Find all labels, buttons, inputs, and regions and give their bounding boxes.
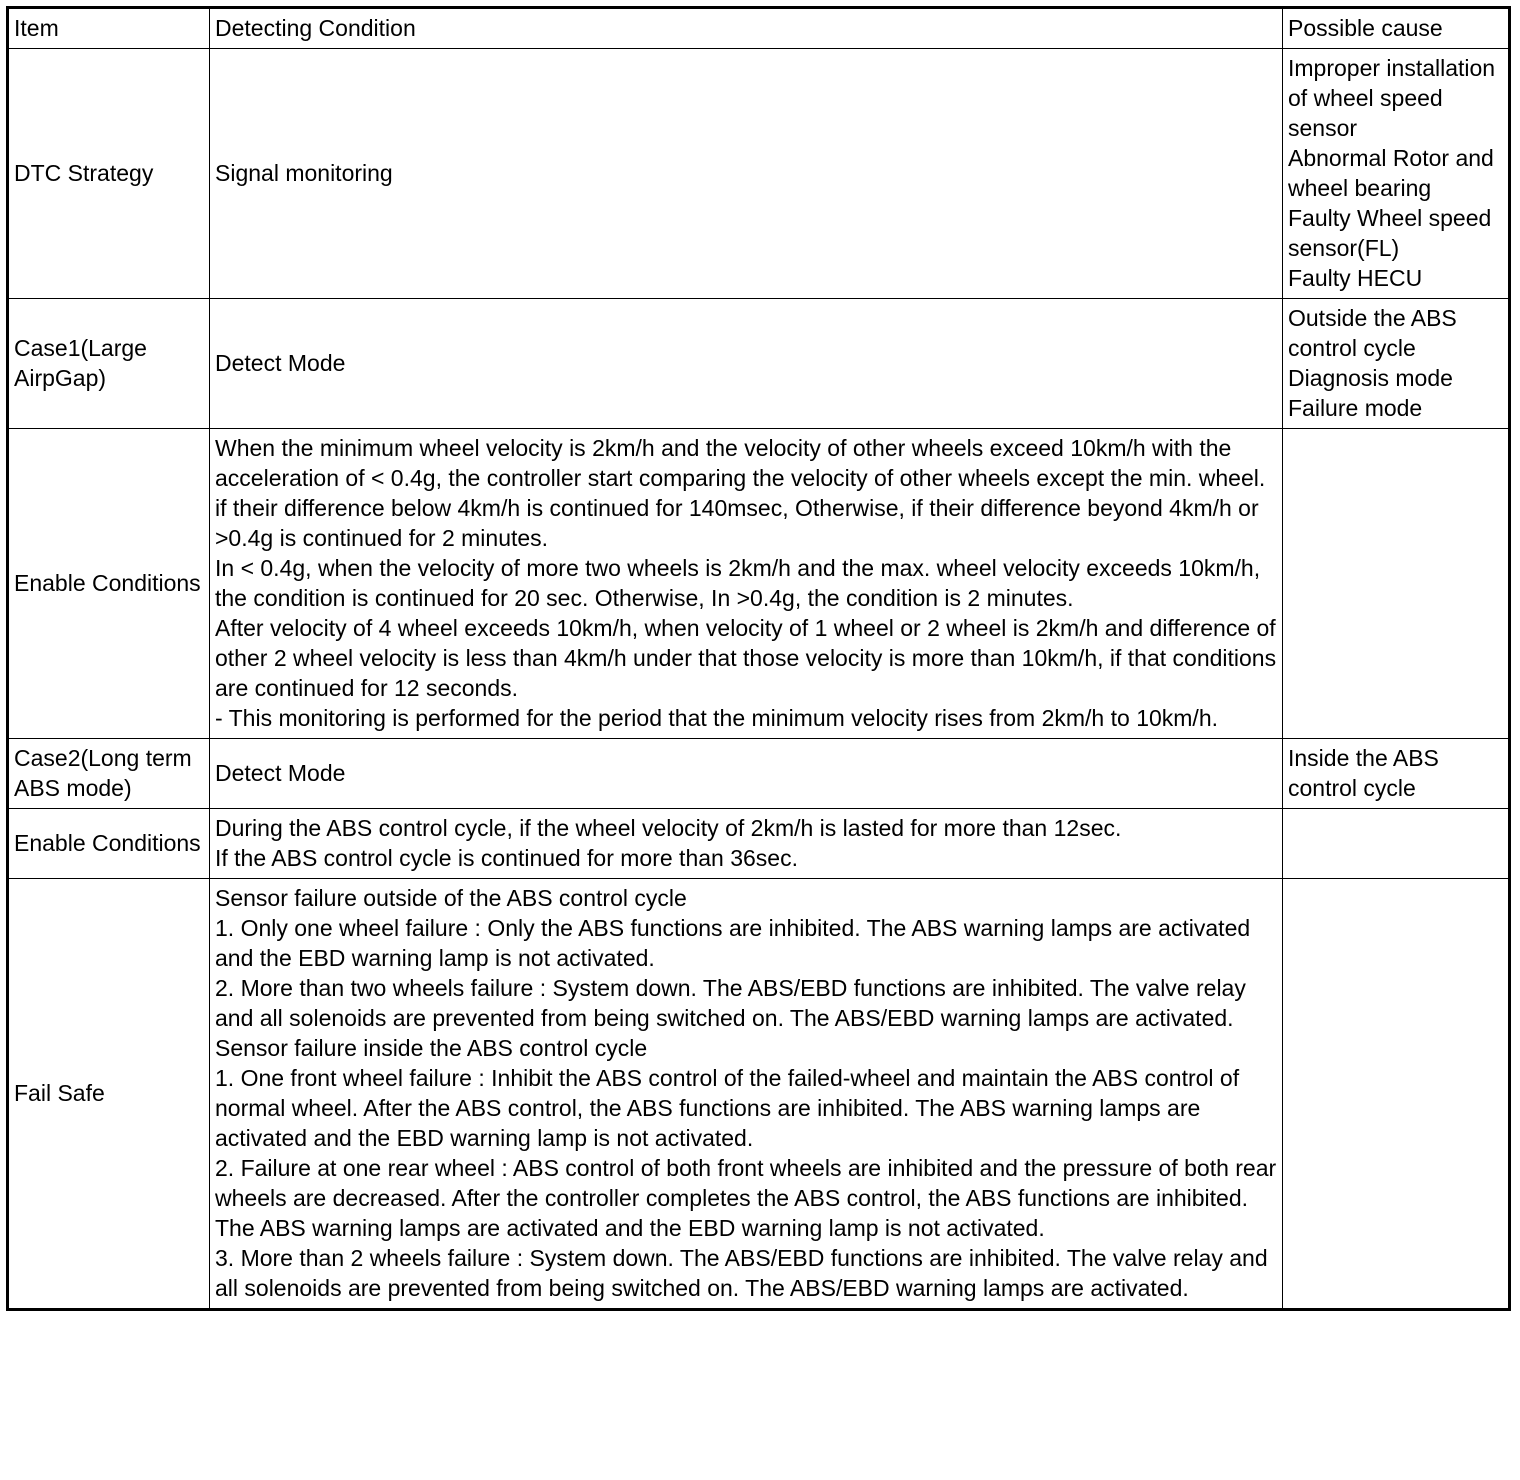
condition-text: 2. Failure at one rear wheel : ABS control of both front wheels are inhibited and the pressure of both rear wheels are decreased. After the controller completes the ABS control, the ABS functions are inhibited. The ABS warning lamps are activated and the EBD warning lamp is not activated. bbox=[215, 1155, 1277, 1241]
condition-text: Detect Mode bbox=[215, 760, 346, 786]
row-fail-safe bbox=[8, 879, 1510, 1310]
cell-item bbox=[8, 429, 210, 739]
condition-text: In < 0.4g, when the velocity of more two wheels is 2km/h and the max. wheel velocity exceeds 10km/h, the condition is continued for 20 sec. Otherwise, In >0.4g, the condition is 2 minutes. bbox=[215, 555, 1261, 611]
cell-item bbox=[8, 299, 210, 429]
header-condition: Detecting Condition bbox=[210, 8, 1283, 49]
item-text: Case2(Long term ABS mode) bbox=[14, 745, 192, 801]
cell-condition bbox=[210, 49, 1283, 299]
condition-text: When the minimum wheel velocity is 2km/h and the velocity of other wheels exceed 10km/h with the acceleration of < 0.4g, the controller start comparing the velocity of other wheels except the min. wheel. if their difference below 4km/h is continued for 140msec, Otherwise, if their difference beyond 4km/h or >0.4g is continued for 2 minutes. bbox=[215, 435, 1266, 551]
cell-cause bbox=[1283, 809, 1510, 879]
condition-text: - This monitoring is performed for the period that the minimum velocity rises from 2km/h to 10km/h. bbox=[215, 705, 1219, 731]
cell-cause bbox=[1283, 739, 1510, 809]
cause-text: Outside the ABS control cycle bbox=[1288, 305, 1457, 361]
cell-item bbox=[8, 739, 210, 809]
condition-text: Sensor failure outside of the ABS control cycle bbox=[215, 885, 687, 911]
condition-text: 1. One front wheel failure : Inhibit the ABS control of the failed-wheel and maintain the ABS control of normal wheel. After the ABS control, the ABS functions are inhibited. The ABS warning lamps are activated and the EBD warning lamp is not activated. bbox=[215, 1065, 1240, 1151]
header-row bbox=[8, 8, 1510, 49]
item-text: Fail Safe bbox=[14, 1080, 105, 1106]
cell-item bbox=[8, 809, 210, 879]
cell-item bbox=[8, 49, 210, 299]
condition-text: 1. Only one wheel failure : Only the ABS functions are inhibited. The ABS warning lamps are activated and the EBD warning lamp is not activated. bbox=[215, 915, 1251, 971]
condition-text: 3. More than 2 wheels failure : System down. The ABS/EBD functions are inhibited. The valve relay and all solenoids are prevented from being switched on. The ABS/EBD warning lamps are activated. bbox=[215, 1245, 1268, 1301]
dtc-table bbox=[6, 6, 1511, 1311]
row-dtc-strategy bbox=[8, 49, 1510, 299]
condition-text: 2. More than two wheels failure : System down. The ABS/EBD functions are inhibited. The valve relay and all solenoids are prevented from being switched on. The ABS/EBD warning lamps are activated. bbox=[215, 975, 1246, 1031]
item-text: Case1(Large AirpGap) bbox=[14, 335, 147, 391]
cause-text: Faulty Wheel speed sensor(FL) bbox=[1288, 205, 1492, 261]
item-text: Enable Conditions bbox=[14, 570, 201, 596]
cell-cause bbox=[1283, 429, 1510, 739]
row-enable-conditions-1 bbox=[8, 429, 1510, 739]
condition-text: Detect Mode bbox=[215, 350, 346, 376]
cell-condition bbox=[210, 429, 1283, 739]
row-enable-conditions-2 bbox=[8, 809, 1510, 879]
condition-text: Sensor failure inside the ABS control cycle bbox=[215, 1035, 648, 1061]
cell-condition bbox=[210, 809, 1283, 879]
cause-text: Improper installation of wheel speed sensor bbox=[1288, 55, 1496, 141]
cause-text: Faulty HECU bbox=[1288, 265, 1423, 291]
cell-condition bbox=[210, 879, 1283, 1310]
header-cause: Possible cause bbox=[1283, 8, 1510, 49]
cell-cause bbox=[1283, 879, 1510, 1310]
condition-text: During the ABS control cycle, if the wheel velocity of 2km/h is lasted for more than 12sec. bbox=[215, 815, 1122, 841]
cell-cause bbox=[1283, 299, 1510, 429]
cause-text: Diagnosis mode bbox=[1288, 365, 1453, 391]
item-text: Enable Conditions bbox=[14, 830, 201, 856]
condition-text: If the ABS control cycle is continued for more than 36sec. bbox=[215, 845, 798, 871]
condition-text: After velocity of 4 wheel exceeds 10km/h, when velocity of 1 wheel or 2 wheel is 2km/h and difference of other 2 wheel velocity is less than 4km/h under that those velocity is more than 10km/h, if that conditions are continued for 12 seconds. bbox=[215, 615, 1277, 701]
cause-text: Failure mode bbox=[1288, 395, 1423, 421]
cell-condition bbox=[210, 299, 1283, 429]
row-case1 bbox=[8, 299, 1510, 429]
item-text: DTC Strategy bbox=[14, 160, 154, 186]
cell-condition bbox=[210, 739, 1283, 809]
condition-text: Signal monitoring bbox=[215, 160, 393, 186]
cause-text: Abnormal Rotor and wheel bearing bbox=[1288, 145, 1494, 201]
header-item: Item bbox=[8, 8, 210, 49]
cell-item bbox=[8, 879, 210, 1310]
cause-text: Inside the ABS control cycle bbox=[1288, 745, 1439, 801]
table-body bbox=[8, 49, 1510, 1310]
row-case2 bbox=[8, 739, 1510, 809]
cell-cause bbox=[1283, 49, 1510, 299]
